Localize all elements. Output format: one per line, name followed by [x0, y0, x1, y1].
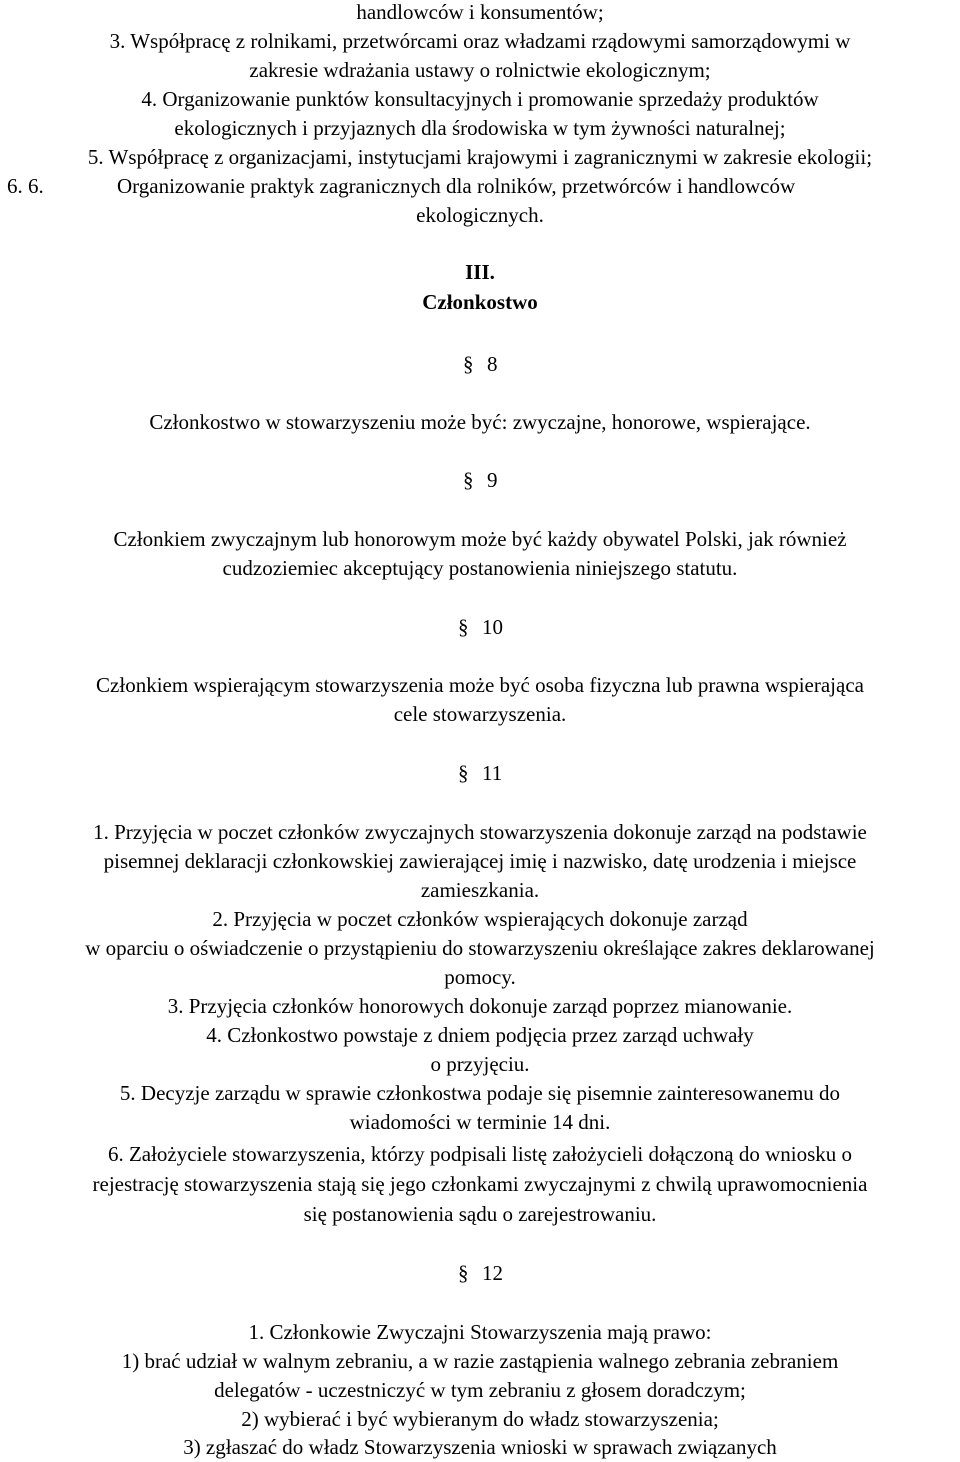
- paragraph-number: 10: [482, 615, 503, 639]
- list-text: Organizowanie praktyk zagranicznych dla rolników, przetwórców i handlowców: [117, 174, 796, 198]
- paragraph-text: Członkiem wspierającym stowarzyszenia może być osoba fizyczna lub prawna wspierająca: [96, 673, 864, 697]
- paragraph-text: o przyjęciu.: [430, 1052, 530, 1076]
- paragraph-number: 11: [482, 761, 503, 785]
- paragraph-heading-10: [458, 613, 503, 642]
- text-line: ekologicznych i przyjaznych dla środowiska w tym żywności naturalnej;: [174, 116, 786, 140]
- paragraph-text: 2. Przyjęcia w poczet członków wspierających dokonuje zarząd: [212, 907, 748, 931]
- section-sign: §: [458, 1261, 469, 1285]
- paragraph-heading-11: [458, 759, 502, 788]
- paragraph-text: zamieszkania.: [420, 878, 540, 902]
- section-title: Członkostwo: [422, 290, 538, 314]
- paragraph-text: 3) zgłaszać do władz Stowarzyszenia wnioski w sprawach związanych: [183, 1435, 777, 1459]
- paragraph-text: pomocy.: [444, 965, 516, 989]
- paragraph-text: 6. Założyciele stowarzyszenia, którzy podpisali listę założycieli dołączoną do wniosku o: [107, 1142, 853, 1166]
- paragraph-text: cele stowarzyszenia.: [393, 702, 567, 726]
- text-line: 5. Współpracę z organizacjami, instytucjami krajowymi i zagranicznymi w zakresie ekologii;: [87, 145, 873, 169]
- paragraph-heading-8: [463, 350, 498, 379]
- paragraph-text: cudzoziemiec akceptujący postanowienia niniejszego statutu.: [222, 556, 738, 580]
- paragraph-text: Członkostwo w stowarzyszeniu może być: zwyczajne, honorowe, wspierające.: [149, 410, 811, 434]
- paragraph-text: 1. Przyjęcia w poczet członków zwyczajnych stowarzyszenia dokonuje zarząd na podstawie: [93, 820, 867, 844]
- paragraph-text: Członkiem zwyczajnym lub honorowym może być każdy obywatel Polski, jak również: [113, 527, 847, 551]
- paragraph-number: 8: [487, 352, 498, 376]
- paragraph-text: się postanowienia sądu o zarejestrowaniu.: [303, 1202, 657, 1226]
- paragraph-number: 12: [482, 1261, 503, 1285]
- paragraph-text: rejestrację stowarzyszenia stają się jego członkami zwyczajnymi z chwilą uprawomocnienia: [92, 1172, 868, 1196]
- paragraph-number: 9: [487, 468, 498, 492]
- paragraph-text: 1) brać udział w walnym zebraniu, a w razie zastąpienia walnego zebrania zebraniem: [121, 1349, 839, 1373]
- paragraph-text: 1. Członkowie Zwyczajni Stowarzyszenia mają prawo:: [248, 1320, 712, 1344]
- text-line: 4. Organizowanie punktów konsultacyjnych i promowanie sprzedaży produktów: [141, 87, 819, 111]
- text-line: handlowców i konsumentów;: [356, 0, 604, 24]
- text-line: ekologicznych.: [416, 203, 544, 227]
- list-number: 6. 6.: [7, 174, 44, 198]
- section-sign: §: [463, 468, 474, 492]
- paragraph-text: pisemnej deklaracji członkowskiej zawierającej imię i nazwisko, datę urodzenia i miejsce: [103, 849, 857, 873]
- section-number: III.: [465, 260, 495, 284]
- paragraph-heading-12: [458, 1259, 503, 1288]
- section-sign: §: [463, 352, 474, 376]
- text-line: zakresie wdrażania ustawy o rolnictwie ekologicznym;: [249, 58, 711, 82]
- paragraph-text: 3. Przyjęcia członków honorowych dokonuje zarząd poprzez mianowanie.: [167, 994, 793, 1018]
- text-line: 3. Współpracę z rolnikami, przetwórcami oraz władzami rządowymi samorządowymi w: [109, 29, 851, 53]
- paragraph-text: delegatów - uczestniczyć w tym zebraniu z głosem doradczym;: [214, 1378, 746, 1402]
- paragraph-heading-9: [463, 466, 498, 495]
- paragraph-text: w oparciu o oświadczenie o przystąpieniu do stowarzyszeniu określające zakres deklarowanej: [85, 936, 875, 960]
- paragraph-text: wiadomości w terminie 14 dni.: [349, 1110, 611, 1134]
- section-sign: §: [458, 615, 469, 639]
- section-sign: §: [458, 761, 469, 785]
- paragraph-text: 5. Decyzje zarządu w sprawie członkostwa podaje się pisemnie zainteresowanemu do: [119, 1081, 841, 1105]
- paragraph-text: 4. Członkostwo powstaje z dniem podjęcia przez zarząd uchwały: [206, 1023, 754, 1047]
- paragraph-text: 2) wybierać i być wybieranym do władz stowarzyszenia;: [241, 1407, 719, 1431]
